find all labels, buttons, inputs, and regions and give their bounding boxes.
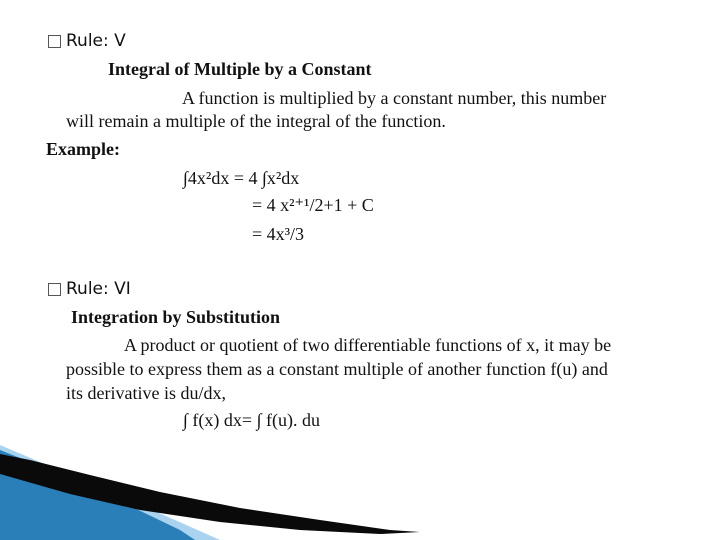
rule-6-heading: Integration by Substitution [71, 307, 281, 327]
rule-6-description-line-2: possible to express them as a constant multiple of another function f(u) and [66, 359, 608, 379]
decorative-wave-graphic [0, 440, 720, 540]
example-label: Example: [46, 139, 120, 159]
rule-5-heading: Integral of Multiple by a Constant [108, 59, 372, 79]
bullet-icon [48, 283, 61, 296]
rule-6-label: Rule: VI [66, 279, 131, 299]
rule-5-label: Rule: V [66, 31, 126, 51]
bullet-icon [48, 35, 61, 48]
rule-6-description-line-1: A product or quotient of two differentiable functions of x, it may be [124, 335, 612, 355]
example-equation-3: = 4x³/3 [252, 224, 305, 244]
rule-5-description-line-2: will remain a multiple of the integral of the function. [66, 111, 446, 131]
rule-6-description-line-3: its derivative is du/dx, [66, 383, 226, 403]
example-equation-1: ∫4x²dx = 4 ∫x²dx [183, 168, 300, 188]
example-equation-2: = 4 x²⁺¹/2+1 + C [252, 195, 374, 215]
rule-5-description-line-1: A function is multiplied by a constant number, this number [182, 88, 607, 108]
substitution-formula: ∫ f(x) dx= ∫ f(u). du [183, 410, 320, 430]
